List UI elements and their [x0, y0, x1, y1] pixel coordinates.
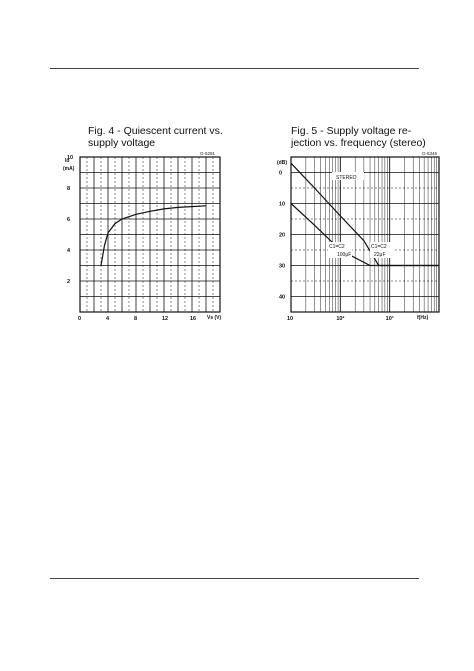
fig4-x-tick-label: 12: [162, 316, 169, 322]
fig4-y-unit: (mA): [63, 166, 75, 172]
fig5-grid: [291, 157, 439, 312]
fig5-y-tick-label: 30: [279, 263, 286, 270]
fig4-code: G-5291: [200, 151, 216, 156]
bottom-rule: [50, 578, 419, 579]
fig4-y-tick-label: 10: [67, 155, 74, 161]
fig4-y-tick-label: 2: [67, 279, 71, 285]
fig5-caption-line2: jection vs. frequency (stereo): [291, 137, 426, 149]
fig5-curve2-label-b: 22μF: [374, 252, 386, 258]
fig4-chart: [63, 155, 222, 322]
fig5-y-tick-label: 20: [279, 232, 286, 239]
fig4-x-tick-label: 8: [134, 316, 138, 322]
fig5-x-tick-label: 10²: [336, 316, 345, 322]
fig5-chart: [277, 157, 439, 322]
fig5-y-ticks: [279, 171, 285, 301]
fig5-stereo-label: STEREO: [336, 175, 357, 181]
fig4-grid: [80, 157, 220, 312]
fig4-y-tick-label: 6: [67, 217, 71, 223]
fig5-x-unit: f(Hz): [417, 315, 429, 321]
fig5-curve1-label-a: C1=C2: [329, 244, 345, 250]
fig5-caption-line1: Fig. 5 - Supply voltage re-: [291, 125, 412, 137]
fig5-x-tick-label: 10³: [385, 316, 394, 322]
fig5-x-tick-label: 10: [287, 316, 294, 322]
fig4-y-unit-symbol: Id: [65, 158, 70, 164]
fig5-code: G-5346: [422, 151, 438, 156]
fig4-x-ticks: [78, 316, 196, 322]
fig5-y-unit: (dB): [277, 160, 287, 166]
fig5-curve2-label-a: C1=C2: [371, 244, 387, 250]
fig4-x-unit: Vs (V): [207, 315, 222, 321]
fig4-caption-line1: Fig. 4 - Quiescent current vs.: [88, 125, 223, 137]
fig4-series-line: [101, 206, 206, 266]
fig5-curve1-label-b: 100μF: [337, 252, 352, 258]
fig4-y-ticks: [67, 155, 73, 285]
fig4-y-tick-label: 8: [67, 186, 71, 192]
fig4-caption-line2: supply voltage: [88, 137, 156, 149]
fig4-y-tick-label: 4: [67, 248, 71, 254]
fig5-y-tick-label: 10: [279, 201, 286, 208]
fig4-x-tick-label: 4: [106, 316, 110, 322]
fig4-x-tick-label: 16: [190, 316, 197, 322]
fig5-y-tick-label: 0: [279, 170, 283, 177]
fig4-x-tick-label: 0: [78, 316, 82, 322]
fig5-x-ticks: [287, 315, 394, 322]
fig5-y-tick-label: 40: [279, 294, 286, 301]
